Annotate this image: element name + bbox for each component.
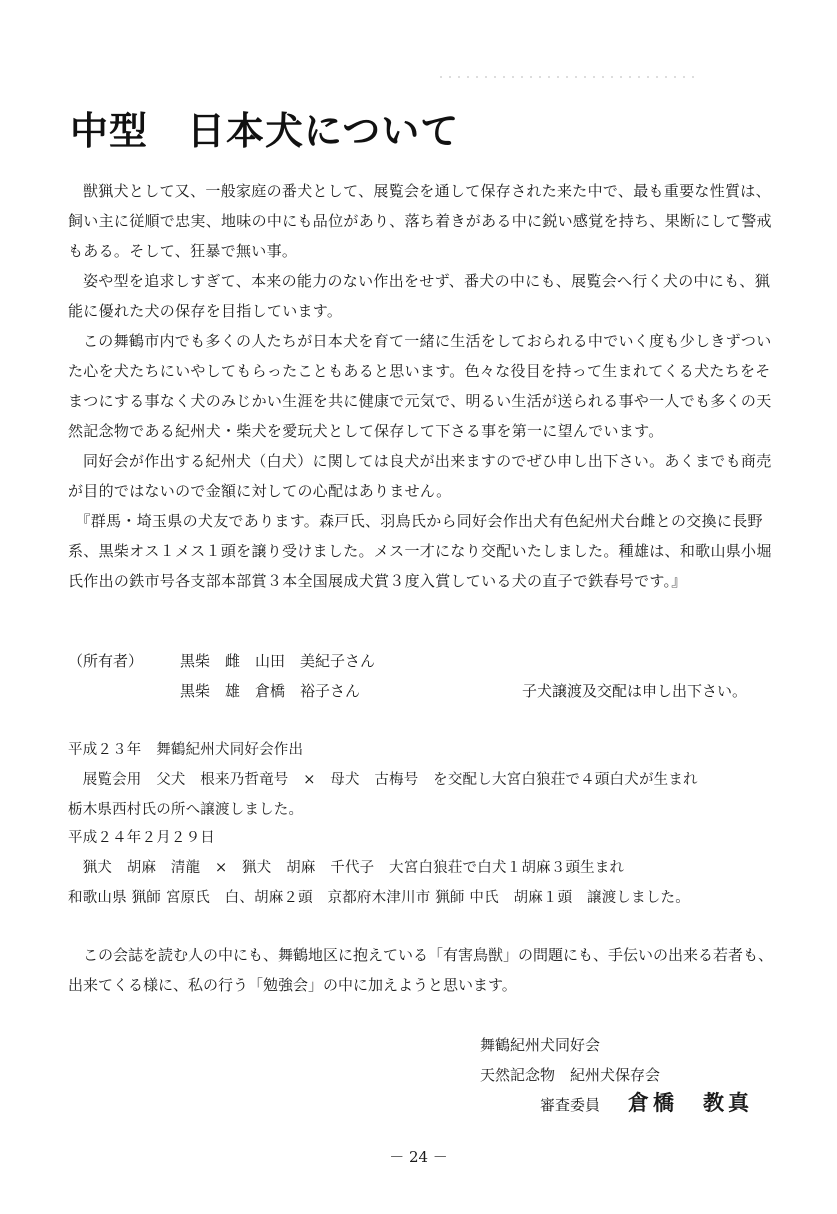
owners-label: （所有者） (68, 652, 144, 670)
signature-org: 舞鶴紀州犬同好会 (480, 1036, 601, 1054)
paragraph-quote: 『群馬・埼玉県の犬友であります。森戸氏、羽鳥氏から同好会作出犬有色紀州犬台雌との交換に長野系、黒柴オス１メス１頭を譲り受けました。メス一才になり交配いたしました。種雄は、和歌山県小堀氏作出の鉄市号各支部本部賞３本全国展成犬賞３度入賞している犬の直子で鉄春号です。』 (68, 512, 772, 590)
page-number: － 24 － (389, 1148, 448, 1166)
record-line: 平成２３年 舞鶴紀州犬同好会作出 (68, 742, 304, 758)
closing-paragraph (68, 940, 780, 1000)
closing-text: この会誌を読む人の中にも、舞鶴地区に抱えている「有害鳥獣」の問題にも、手伝いの出来る若者も、出来てくる様に、私の行う「勉強会」の中に加えようと思います。 (68, 946, 774, 994)
intro-paragraphs (68, 176, 780, 596)
owners-note: 子犬譲渡及交配は申し出下さい。 (522, 682, 748, 700)
record-line: 和歌山県 猟師 宮原氏 白、胡麻２頭 京都府木津川市 猟師 中氏 胡麻１頭 譲渡しました。 (68, 890, 690, 906)
owner-row: 黒柴 雄 倉橋 裕子さん (180, 682, 361, 700)
scan-artifact (440, 76, 700, 78)
signature-role: 審査委員 (540, 1096, 601, 1114)
paragraph-1: 獣猟犬として又、一般家庭の番犬として、展覧会を通して保存された来た中で、最も重要な性質は、飼い主に従順で忠実、地味の中にも品位があり、落ち着きがある中に鋭い感覚を持ち、果断にして警戒もある。そして、狂暴で無い事。 (68, 182, 772, 260)
signature-org2: 天然記念物 紀州犬保存会 (480, 1066, 661, 1084)
paragraph-3: この舞鶴市内でも多くの人たちが日本犬を育て一緒に生活をしておられる中でいく度も少しきずついた心を犬たちにいやしてもらったこともあると思います。色々な役目を持って生まれてくる犬たちをそまつにする事なく犬のみじかい生涯を共に健康で元気で、明るい生活が送られる事や一人でも多くの天然記念物である紀州犬・柴犬を愛玩犬として保存して下さる事を第一に望んでいます。 (68, 332, 772, 440)
paragraph-2: 姿や型を追求しすぎて、本来の能力のない作出をせず、番犬の中にも、展覧会へ行く犬の中にも、猟能に優れた犬の保存を目指しています。 (68, 272, 771, 320)
record-line: 栃木県西村氏の所へ譲渡しました。 (68, 802, 304, 818)
signature-name: 倉橋 教真 (628, 1090, 753, 1115)
record-line: 猟犬 胡麻 清龍 × 猟犬 胡麻 千代子 大宮白狼荘で白犬１胡麻３頭生まれ (68, 860, 625, 876)
owner-row: 黒柴 雌 山田 美紀子さん (180, 652, 376, 670)
record-line: 平成２４年２月２９日 (68, 830, 215, 846)
record-line: 展覧会用 父犬 根来乃哲竜号 × 母犬 古梅号 を交配し大宮白狼荘で４頭白犬が生まれ (68, 772, 698, 788)
page-title: 中型 日本犬について (70, 109, 460, 153)
paragraph-4: 同好会が作出する紀州犬（白犬）に関しては良犬が出来ますのでぜひ申し出下さい。あくまでも商売が目的ではないので金額に対しての心配はありません。 (68, 452, 772, 500)
